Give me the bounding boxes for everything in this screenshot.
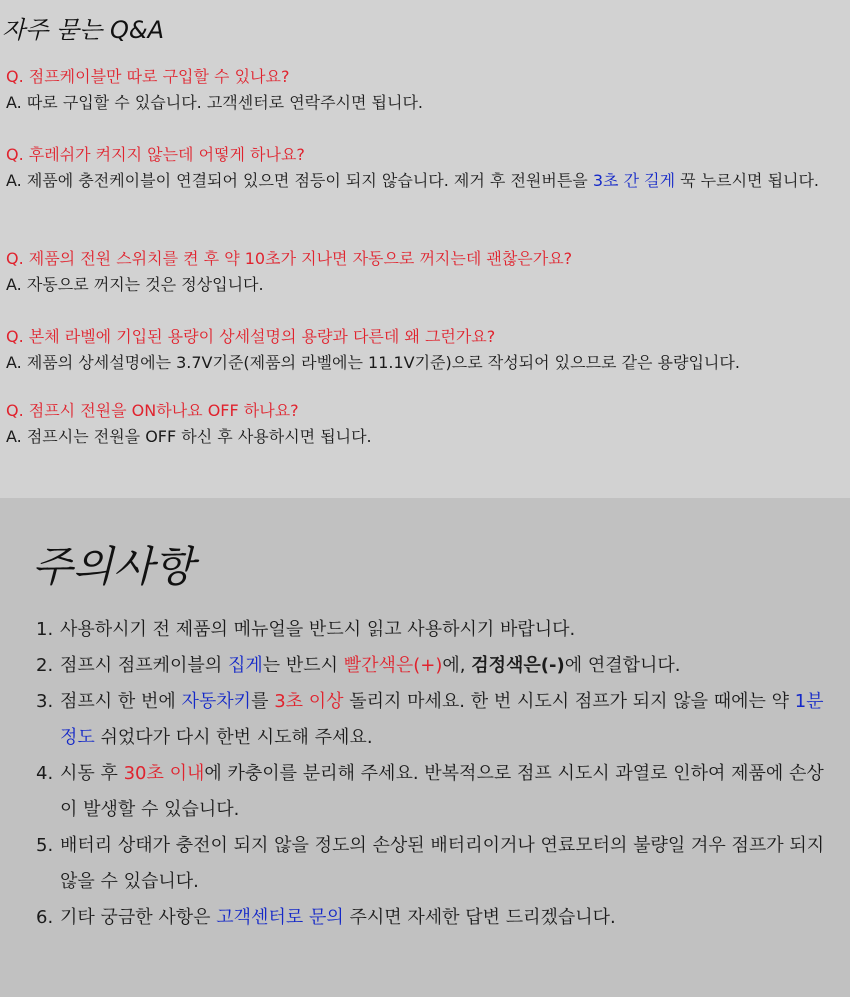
item-number: 3. — [36, 691, 54, 712]
caution-item — [36, 900, 836, 936]
answer-highlight: 3초 간 길게 — [592, 171, 676, 190]
item-number: 6. — [36, 907, 54, 928]
qa-item — [6, 142, 836, 194]
item-highlight-red: 빨간색은(+) — [343, 655, 443, 676]
item-number: 5. — [36, 835, 54, 856]
item-number: 4. — [36, 763, 54, 784]
answer: A. 따로 구입할 수 있습니다. 고객센터로 연락주시면 됩니다. — [6, 93, 424, 112]
question: Q. 점프시 전원을 ON하나요 OFF 하나요? — [6, 401, 299, 420]
item-text: 돌리지 마세요. 한 번 시도시 점프가 되지 않을 때에는 약 — [343, 691, 795, 712]
item-number: 1. — [36, 619, 54, 640]
qa-item — [6, 64, 836, 116]
qa-item — [6, 398, 836, 450]
caution-item — [36, 612, 836, 648]
item-number: 2. — [36, 655, 54, 676]
question: Q. 점프케이블만 따로 구입할 수 있나요? — [6, 67, 290, 86]
item-highlight-bold: 검정색은(-) — [471, 655, 565, 676]
item-highlight-blue: 1분 정도 — [60, 691, 824, 748]
item-text: 는 반드시 — [262, 655, 344, 676]
caution-title: 주의사항 — [32, 542, 195, 591]
answer-text: A. 제품에 충전케이블이 연결되어 있으면 점등이 되지 않습니다. 제거 후 전원버튼을 — [6, 171, 593, 190]
caution-item — [36, 828, 836, 900]
item-text: 사용하시기 전 제품의 메뉴얼을 반드시 읽고 사용하시기 바랍니다. — [60, 619, 576, 640]
question: Q. 후레쉬가 켜지지 않는데 어떻게 하나요? — [6, 145, 305, 164]
item-text: 기타 궁금한 사항은 — [60, 907, 217, 928]
item-text: 시동 후 — [60, 763, 124, 784]
item-highlight-red: 30초 이내 — [123, 763, 205, 784]
faq-section — [0, 0, 850, 498]
item-highlight-blue: 고객센터로 문의 — [216, 907, 344, 928]
answer: A. 제품의 상세설명에는 3.7V기준(제품의 라벨에는 11.1V기준)으로 작성되어 있으므로 같은 용량입니다. — [6, 353, 740, 372]
answer — [6, 168, 836, 194]
answer: A. 자동으로 꺼지는 것은 정상입니다. — [6, 275, 264, 294]
item-highlight-blue: 집게 — [227, 655, 263, 676]
caution-list — [36, 612, 836, 936]
answer: A. 점프시는 전원을 OFF 하신 후 사용하시면 됩니다. — [6, 427, 372, 446]
item-text: 점프시 점프케이블의 — [60, 655, 228, 676]
caution-item — [36, 684, 836, 756]
item-text: 주시면 자세한 답변 드리겠습니다. — [343, 907, 616, 928]
item-text: 에 연결합니다. — [564, 655, 681, 676]
item-text: 점프시 한 번에 — [60, 691, 182, 712]
item-text: 를 — [251, 691, 275, 712]
question: Q. 제품의 전원 스위치를 켠 후 약 10초가 지나면 자동으로 꺼지는데 괜찮은가요? — [6, 249, 573, 268]
item-highlight-blue: 자동차키 — [181, 691, 252, 712]
caution-section — [0, 498, 850, 997]
caution-item — [36, 756, 836, 828]
qa-item — [6, 246, 836, 298]
caution-item — [36, 648, 836, 684]
item-text: 에 카충이를 분리해 주세요. 반복적으로 점프 시도시 과열로 인하여 제품에 손상이 발생할 수 있습니다. — [60, 763, 824, 820]
question: Q. 본체 라벨에 기입된 용량이 상세설명의 용량과 다른데 왜 그런가요? — [6, 327, 496, 346]
answer-text: 꾹 누르시면 됩니다. — [675, 171, 820, 190]
item-text: 배터리 상태가 충전이 되지 않을 정도의 손상된 배터리이거나 연료모터의 불량일 겨우 점프가 되지 않을 수 있습니다. — [60, 835, 825, 892]
qa-item — [6, 324, 836, 376]
item-highlight-red: 3초 이상 — [274, 691, 344, 712]
faq-title: 자주 묻는 Q&A — [2, 16, 165, 44]
item-text: 에, — [442, 655, 472, 676]
item-text: 쉬었다가 다시 한번 시도해 주세요. — [94, 727, 373, 748]
